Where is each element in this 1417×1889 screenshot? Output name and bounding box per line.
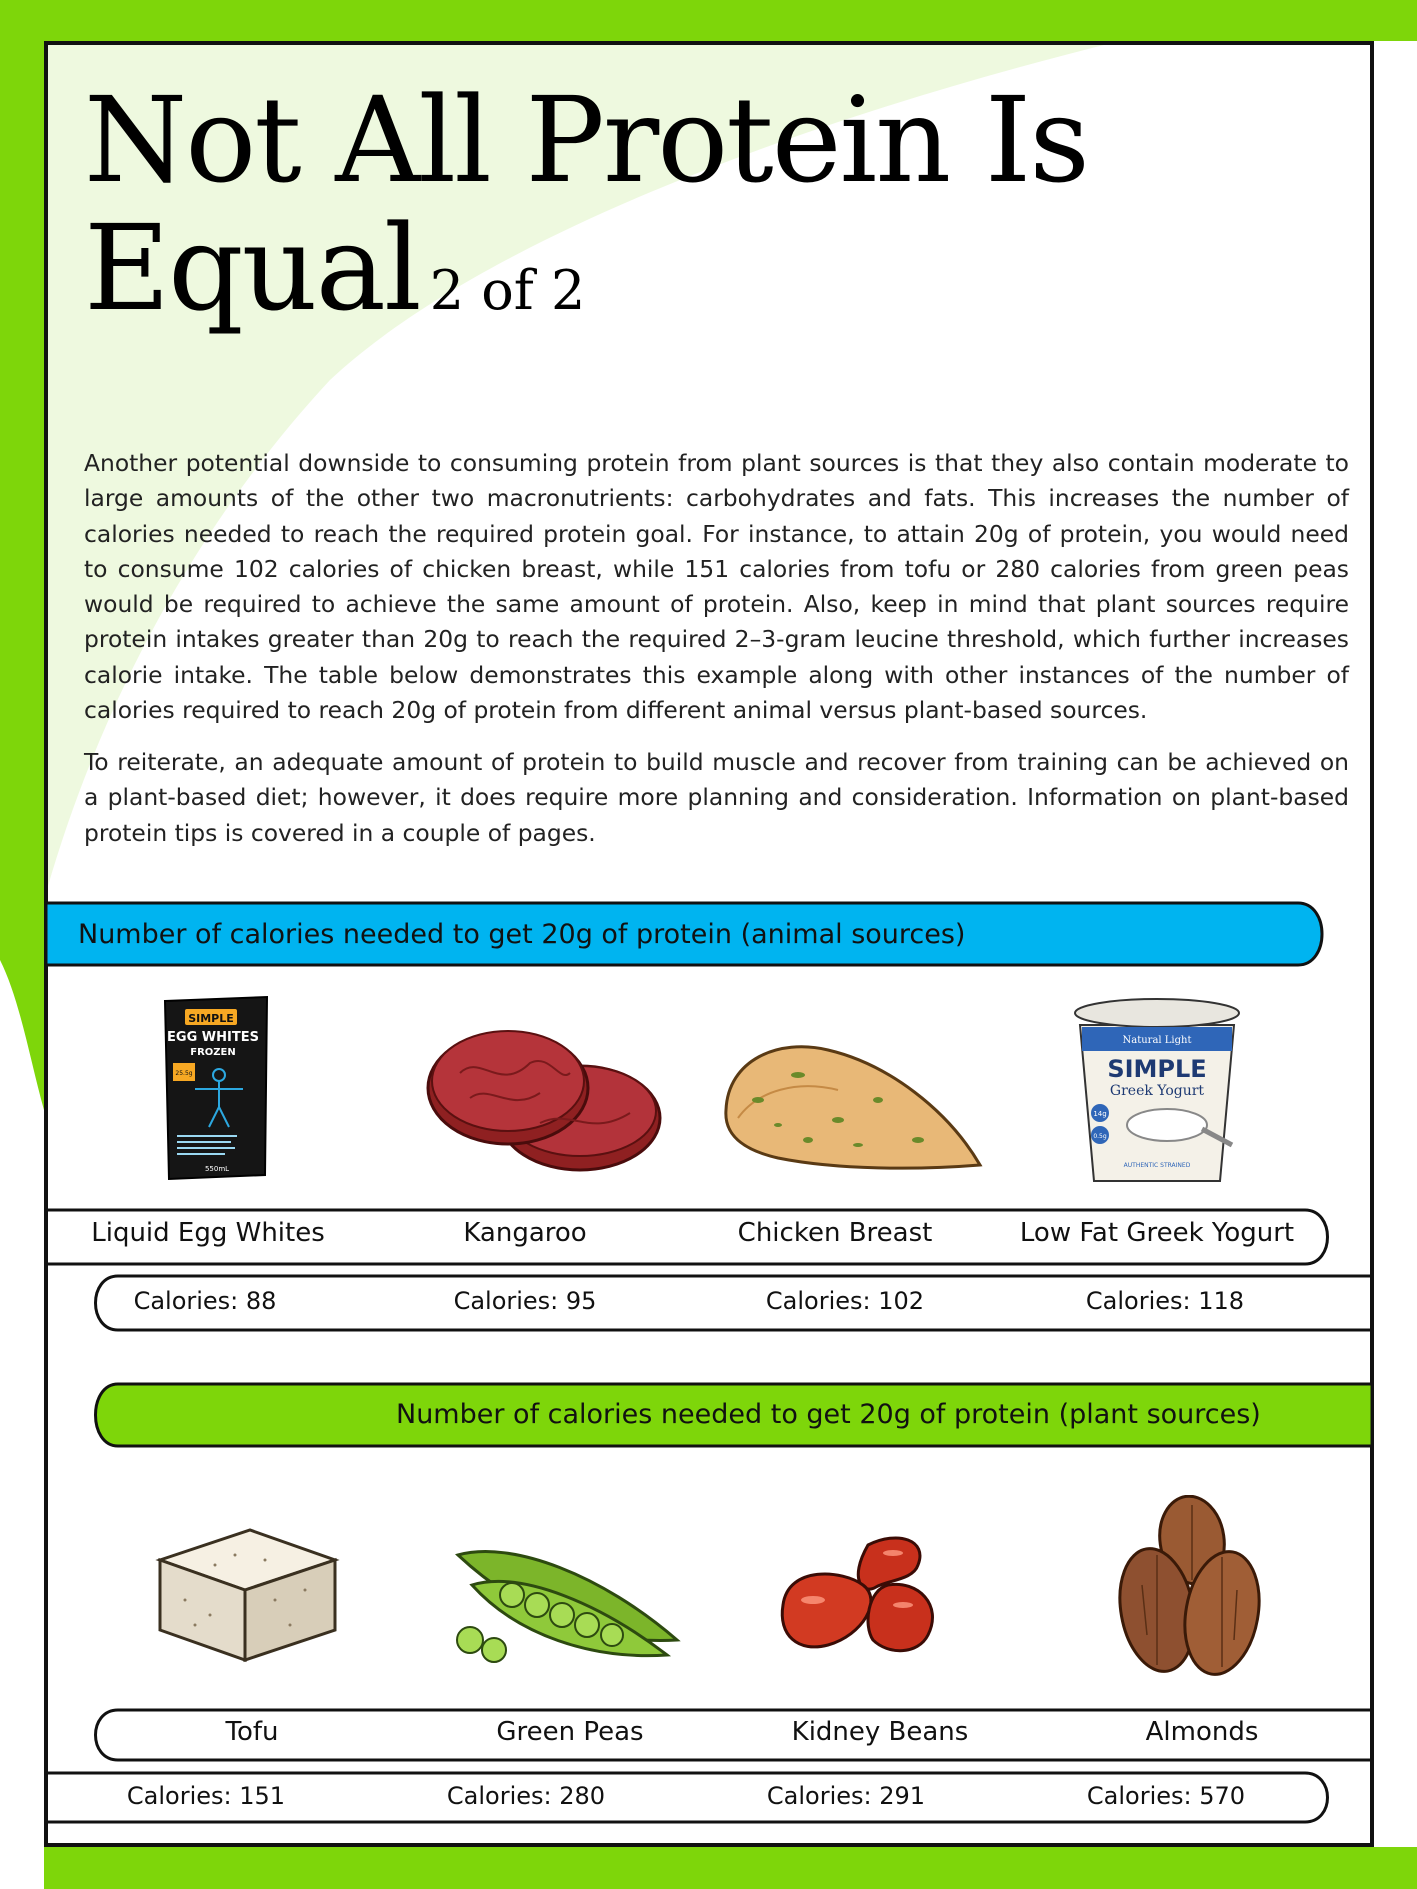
tofu-block-icon: [155, 1520, 340, 1670]
plant-sources-heading: Number of calories needed to get 20g of protein (plant sources): [396, 1399, 1261, 1430]
egg-brand-label: SIMPLE: [188, 1012, 234, 1025]
egg-protein-label: 25.5g: [175, 1070, 193, 1077]
yogurt-top-label: Natural Light: [1122, 1035, 1192, 1046]
yogurt-fat-badge: 0.5g: [1093, 1133, 1107, 1140]
animal-item-name: Liquid Egg Whites: [91, 1218, 325, 1248]
page-indicator: 2 of 2: [429, 259, 586, 322]
yogurt-product-label: Greek Yogurt: [1109, 1083, 1205, 1099]
greek-yogurt-tub-icon: [1072, 995, 1242, 1190]
yogurt-footer-label: AUTHENTIC STRAINED: [1123, 1162, 1191, 1169]
body-paragraph-2: To reiterate, an adequate amount of protein to build muscle and recover from training can be achieved on a plant-based diet; however, it does require more planning and consideration. Information on plant-based protein tips is covered in a couple of pages.: [84, 748, 1349, 847]
animal-item-calories: Calories: 95: [453, 1287, 597, 1315]
chicken-breast-icon: [718, 1030, 988, 1175]
animal-sources-heading: Number of calories needed to get 20g of protein (animal sources): [78, 919, 966, 950]
animal-item-name: Low Fat Greek Yogurt: [1019, 1218, 1295, 1248]
egg-volume-label: 550mL: [204, 1165, 230, 1173]
yogurt-protein-badge: 14g: [1093, 1110, 1107, 1118]
almonds-icon: [1112, 1495, 1272, 1685]
egg-product-label: EGG WHITES: [167, 1030, 259, 1045]
kidney-beans-icon: [768, 1525, 948, 1670]
egg-whites-carton-icon: [155, 995, 275, 1185]
plant-item-name: Kidney Beans: [791, 1717, 969, 1747]
title-line-1: Not All Protein Is: [84, 71, 1088, 209]
kangaroo-meat-icon: [420, 1013, 670, 1183]
plant-item-calories: Calories: 570: [1086, 1782, 1246, 1810]
plant-item-name: Almonds: [1145, 1717, 1259, 1747]
animal-item-name: Kangaroo: [463, 1218, 587, 1248]
green-peas-icon: [452, 1535, 682, 1670]
animal-item-calories: Calories: 102: [765, 1287, 925, 1315]
plant-item-calories: Calories: 280: [446, 1782, 606, 1810]
plant-item-calories: Calories: 291: [766, 1782, 926, 1810]
yogurt-brand-label: SIMPLE: [1107, 1055, 1207, 1083]
animal-item-name: Chicken Breast: [737, 1218, 933, 1248]
title-line-2: Equal: [84, 199, 420, 337]
plant-item-name: Tofu: [225, 1717, 279, 1747]
plant-item-name: Green Peas: [496, 1717, 644, 1747]
egg-frozen-label: FROZEN: [190, 1047, 236, 1058]
body-paragraph-1: Another potential downside to consuming protein from plant sources is that they also contain moderate to large amounts of the other two macronutrients: carbohydrates and fats. This increases the number of calories needed to reach the required protein goal. For instance, to attain 20g of protein, you would need to consume 102 calories of chicken breast, while 151 calories from tofu or 280 calories from green peas would be required to achieve the same amount of protein. Also, keep in mind that plant sources require protein intakes greater than 20g to reach the required 2–3-gram leucine threshold, which further increases calorie intake. The table below demonstrates this example along with other instances of the number of calories required to reach 20g of protein from different animal versus plant-based sources.: [84, 449, 1349, 725]
animal-item-calories: Calories: 88: [133, 1287, 277, 1315]
animal-item-calories: Calories: 118: [1085, 1287, 1245, 1315]
plant-item-calories: Calories: 151: [126, 1782, 286, 1810]
